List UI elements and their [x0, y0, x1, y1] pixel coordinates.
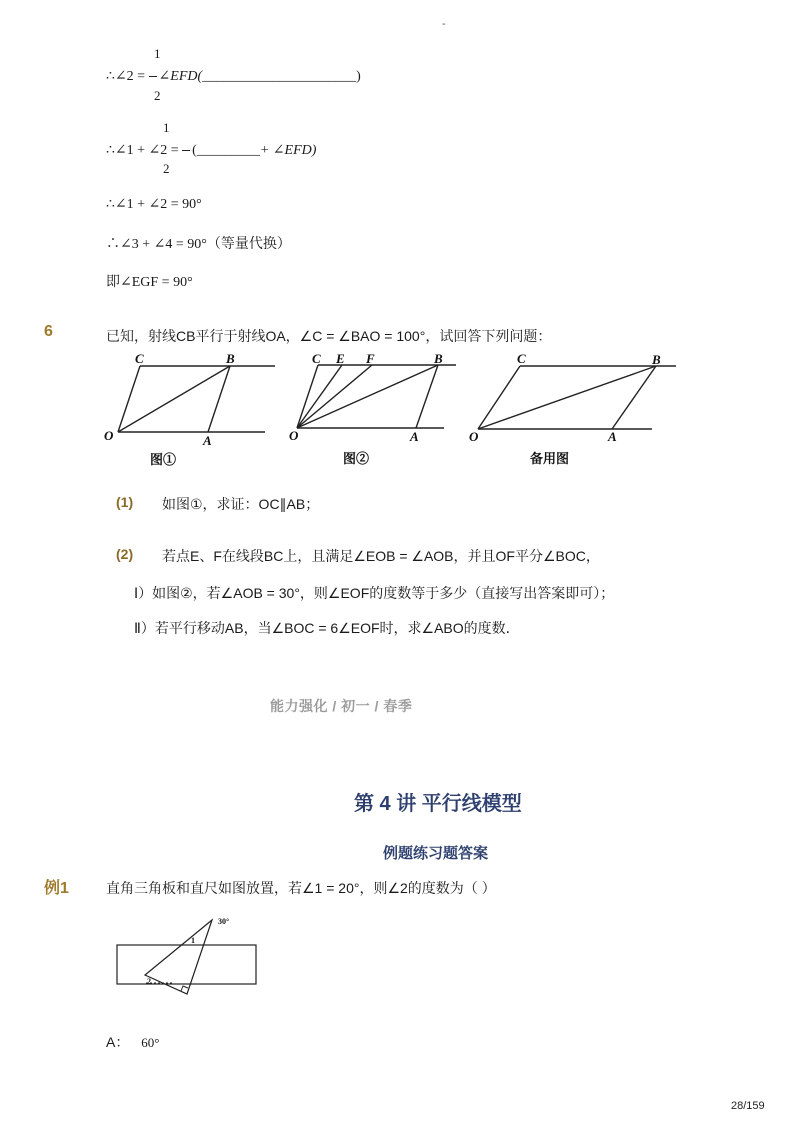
- fig2-label-f: F: [366, 351, 375, 366]
- fig3-label-o: O: [469, 429, 479, 444]
- fig1-caption: 图①: [150, 452, 177, 467]
- fig1-label-c: C: [135, 351, 144, 366]
- ruler: [117, 945, 256, 984]
- problem-stem: 已知，射线CB平行于射线OA，∠C = ∠BAO = 100°，试回答下列问题：: [106, 328, 552, 344]
- fraction-numerator: 1: [154, 46, 161, 61]
- problem6-figures: [100, 348, 700, 473]
- fig1-label-o: O: [104, 428, 114, 443]
- question-2-label: (2): [116, 546, 134, 562]
- proof-line-4: ∴∠3 + ∠4 = 90°（等量代换）: [106, 237, 291, 252]
- ruler-triangle-figure: [112, 912, 262, 998]
- segment-ab: [208, 366, 230, 432]
- fig3-label-b: B: [652, 352, 661, 367]
- answer-value: 60°: [141, 1035, 160, 1050]
- fig2-label-a: A: [410, 429, 419, 444]
- angle-2-label: 2: [147, 977, 151, 986]
- angle-1-label: 1: [191, 936, 195, 945]
- problem-number: 6: [44, 323, 53, 340]
- answer-blank: _________: [196, 143, 260, 158]
- proof-line-3: ∴∠1 + ∠2 = 90°: [106, 197, 202, 212]
- segment-ob: [297, 365, 438, 428]
- answer-label: A：: [106, 1034, 130, 1050]
- segment-oc: [478, 366, 520, 429]
- fig2-label-e: E: [336, 351, 345, 366]
- angle-30-label: 30°: [218, 917, 230, 926]
- figure-3: [478, 366, 676, 429]
- fig1-label-b: B: [226, 351, 235, 366]
- answer-row: [106, 1032, 159, 1052]
- answer-blank: ______________________: [202, 69, 357, 84]
- fraction-denominator: 2: [154, 88, 161, 103]
- segment-ab: [416, 365, 438, 428]
- question-2-text: 若点E、F在线段BC上，且满足∠EOB = ∠AOB，并且OF平分∠BOC，: [162, 548, 600, 564]
- example-text: 直角三角板和直尺如图放置，若∠1 = 20°，则∠2的度数为（ ）: [106, 880, 496, 896]
- fig2-caption: 图②: [343, 451, 370, 466]
- fig2-label-c: C: [312, 351, 321, 366]
- segment-oc: [118, 366, 140, 432]
- example-label: 例1: [44, 880, 69, 897]
- fig3-caption: 备用图: [530, 451, 570, 466]
- segment-ob: [118, 366, 230, 432]
- lecture-title: 第 4 讲 平行线模型: [354, 793, 522, 815]
- question-1-label: (1): [116, 494, 134, 510]
- proof-line-5: 即∠EGF = 90°: [106, 275, 193, 290]
- fraction-numerator: 1: [163, 120, 170, 135]
- fig2-label-o: O: [289, 428, 299, 443]
- proof-line-1-close: ): [356, 69, 361, 84]
- segment-ob: [478, 366, 656, 429]
- header-mark: -: [442, 18, 446, 30]
- fig1-label-a: A: [203, 433, 212, 448]
- segment-ab: [612, 366, 656, 429]
- figure-2: [297, 365, 456, 428]
- proof-line-1-prefix: ∴∠2 =: [106, 69, 149, 84]
- proof-line-1-expr: ∠EFD(: [158, 69, 203, 84]
- proof-line-2-close: + ∠EFD): [259, 143, 317, 158]
- fig3-label-c: C: [517, 351, 526, 366]
- figure-1: [118, 366, 275, 432]
- fig2-label-b: B: [434, 351, 443, 366]
- question-1-text: 如图①，求证：OC∥AB；: [162, 496, 320, 512]
- fraction-bar: [149, 76, 157, 77]
- question-2-part-ii: Ⅱ）若平行移动AB，当∠BOC = 6∠EOF时，求∠ABO的度数．: [134, 620, 520, 636]
- lecture-subtitle: 例题练习题答案: [383, 845, 489, 862]
- proof-line-2-prefix: ∴∠1 + ∠2 =: [106, 143, 183, 158]
- page-number: 28/159: [731, 1100, 765, 1112]
- fraction-denominator: 2: [163, 161, 170, 176]
- question-2-part-i: Ⅰ）如图②，若∠AOB = 30°，则∠EOF的度数等于多少（直接写出答案即可）；: [134, 585, 615, 601]
- proof-line-2: [106, 142, 316, 159]
- proof-line-1: [106, 68, 361, 85]
- fraction-bar: [182, 150, 190, 151]
- footer-brand: 能力强化 / 初一 / 春季: [270, 698, 413, 714]
- proof-line-2-open: (: [192, 143, 197, 158]
- right-angle-mark: [181, 986, 188, 991]
- fig3-label-a: A: [608, 429, 617, 444]
